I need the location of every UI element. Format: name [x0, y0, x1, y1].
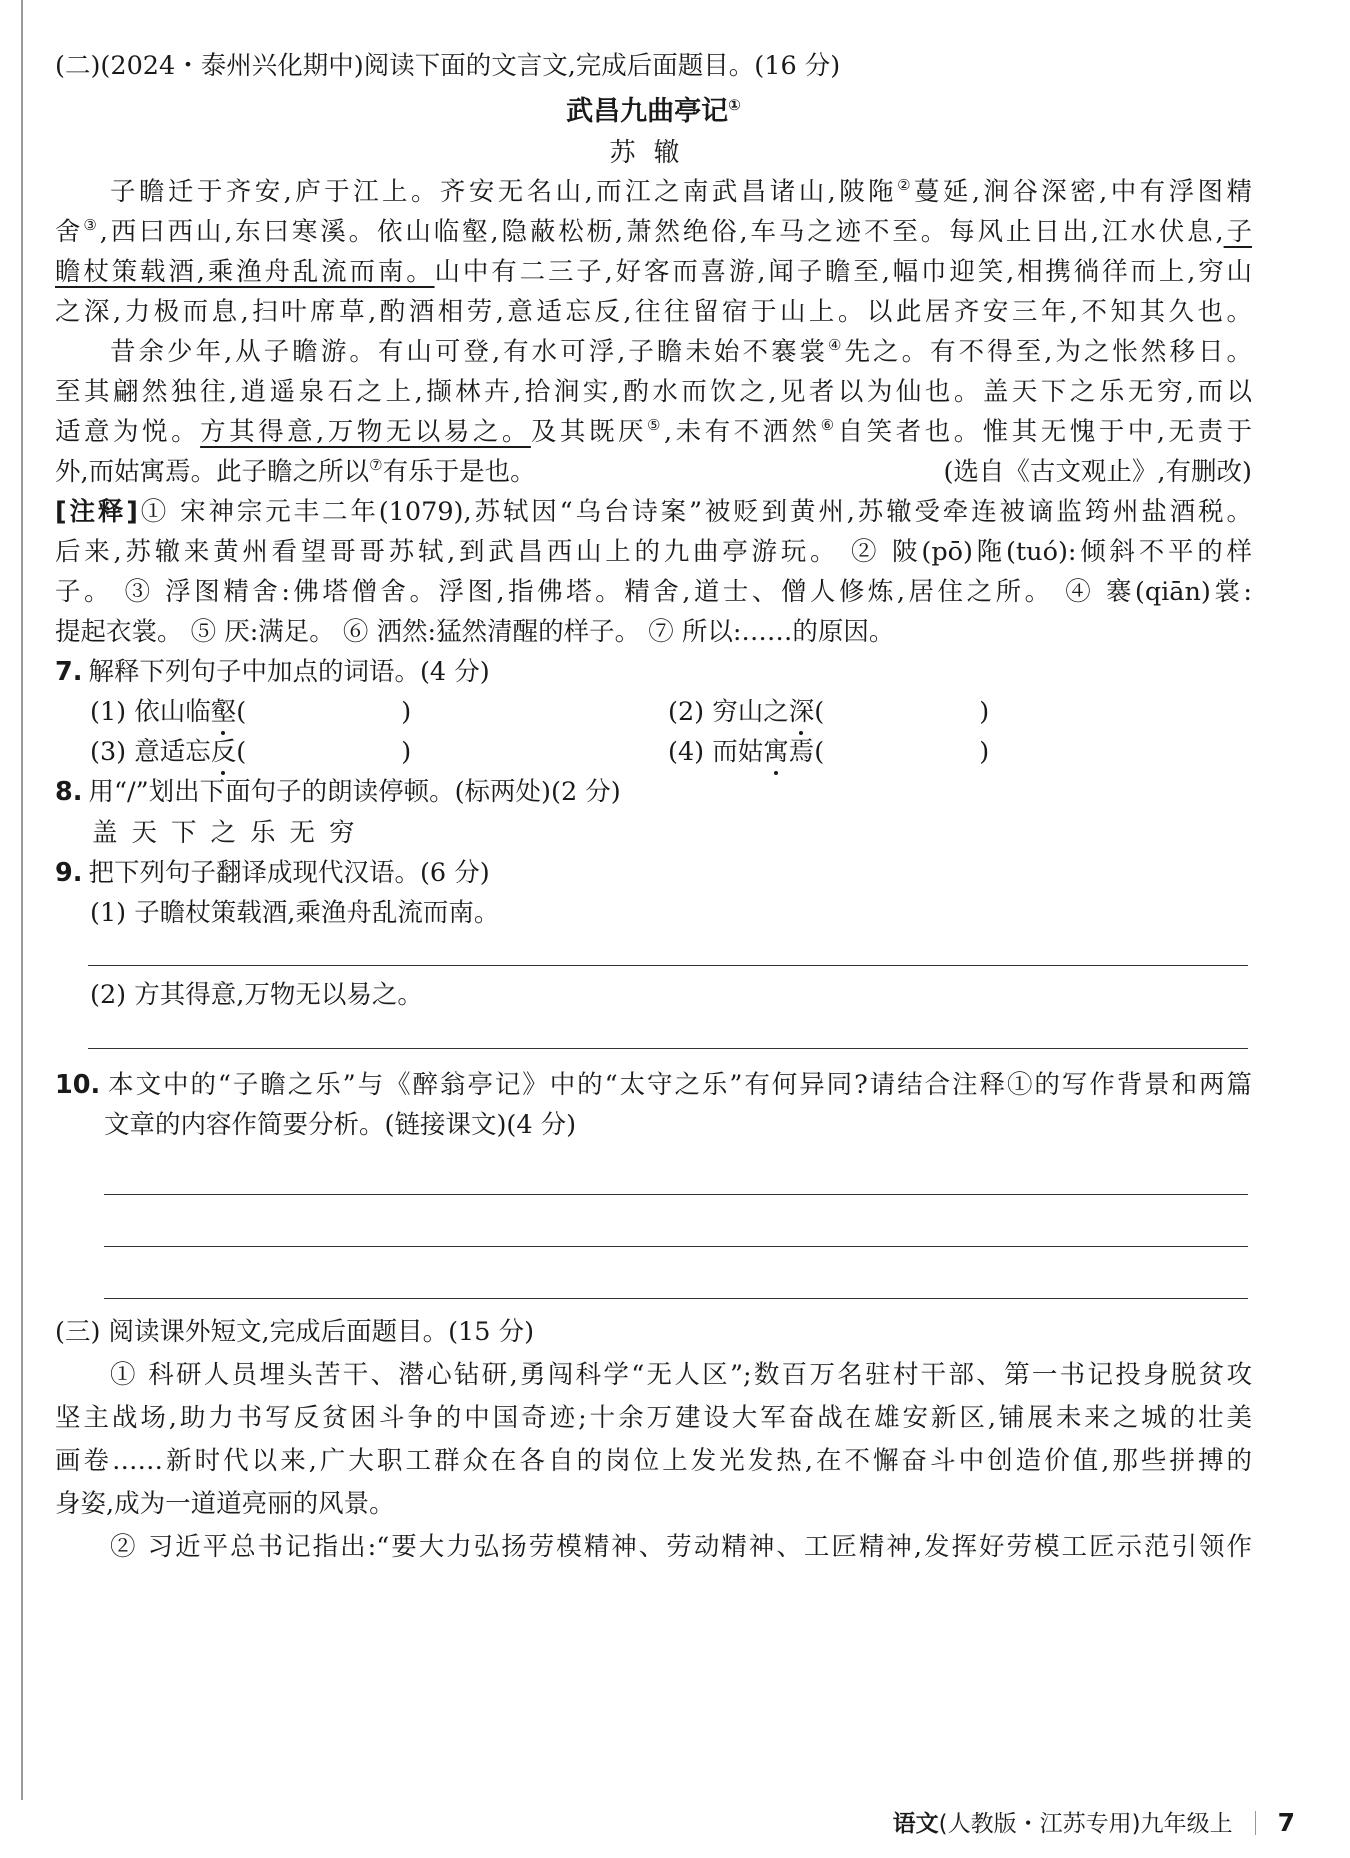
text-span: ,未有不洒然 [663, 417, 821, 447]
dotted-word: 寓 [763, 732, 789, 772]
text-span: ,西曰西山,东曰寒溪。依山临壑,隐蔽松枥,萧然绝俗,车马之迹不至。每风止日出,江水伏息, [99, 217, 1224, 247]
section2-heading: (二)(2024・泰州兴化期中)阅读下面的文言文,完成后面题目。(16 分) [55, 51, 841, 81]
passage-line: 之深,力极而息,扫叶席草,酌酒相劳,意适忘反,往往留宿于山上。以此居齐安三年,不知其久也。 [55, 297, 1252, 327]
text-span: (2) 穷山之 [668, 697, 789, 727]
question-number: 10. [55, 1070, 101, 1100]
q7-item [668, 732, 989, 772]
page-footer [893, 1808, 1295, 1839]
text-span: ) [401, 737, 412, 767]
question-text: 把下列句子翻译成现代汉语。(6 分) [88, 858, 490, 888]
text-span: 及其既厌 [530, 417, 647, 447]
source-citation: (选自《古文观止》,有删改) [943, 457, 1252, 487]
q7-item [90, 732, 411, 772]
note-mark: ⑤ [646, 416, 664, 434]
note-mark: ② [897, 176, 914, 194]
notes-line [55, 492, 1252, 532]
passage-line [55, 252, 1252, 292]
dotted-word: 深 [789, 692, 815, 732]
passage-line [55, 212, 1252, 252]
answer-line[interactable] [88, 1048, 1248, 1049]
text-span: 子瞻迁于齐安,庐于江上。齐安无名山,而江之南武昌诸山,陂陁 [110, 177, 898, 207]
text-span: 外,而姑寓焉。此子瞻之所以 [55, 457, 370, 487]
question-number: 9. [55, 858, 83, 888]
text-span: 昔余少年,从子瞻游。有山可登,有水可浮,子瞻未始不褰裳 [110, 337, 829, 367]
article-line: 坚主战场,助力书写反贫困斗争的中国奇迹;十余万建设大军奋战在雄安新区,铺展未来之城的壮美 [55, 1403, 1252, 1433]
passage-line [55, 172, 1252, 212]
title-note-mark: ① [728, 96, 741, 114]
question-text: 解释下列句子中加点的词语。(4 分) [88, 657, 490, 687]
text-span: ① 宋神宗元丰二年(1079),苏轼因“乌台诗案”被贬到黄州,苏辙受牵连被谪监筠州盐酒税。 [137, 497, 1252, 527]
text-span: ) [979, 697, 990, 727]
passage-line [55, 452, 1252, 492]
note-mark: ③ [83, 216, 100, 234]
text-span: ) [401, 697, 412, 727]
note-mark: ④ [828, 336, 845, 354]
footer-divider [1255, 1811, 1256, 1835]
notes-tag: [注释] [55, 497, 138, 527]
text-span: 山中有二三子,好客而喜游,闻子瞻至,幅巾迎笑,相携徜徉而上,穷山 [434, 257, 1253, 287]
text-span: ( [814, 697, 825, 727]
article-line: 身姿,成为一道道亮丽的风景。 [55, 1489, 395, 1519]
text-span: 自笑者也。惟其无愧于中,无责于 [837, 417, 1252, 447]
pause-sentence[interactable]: 盖天下之乐无穷 [92, 818, 369, 848]
text-span: 焉( [788, 737, 825, 767]
notes-line: 提起衣裳。 ⑤ 厌:满足。 ⑥ 洒然:猛然清醒的样子。 ⑦ 所以:……的原因。 [55, 617, 895, 647]
note-mark: ⑥ [820, 416, 838, 434]
q9-sentence-2: (2) 方其得意,万物无以易之。 [90, 980, 423, 1010]
text-span: 先之。有不得至,为之怅然移日。 [844, 337, 1253, 367]
answer-line[interactable] [88, 965, 1248, 966]
underlined-text: 瞻杖策载酒,乘渔舟乱流而南。 [55, 257, 435, 287]
passage-title-text: 武昌九曲亭记 [566, 96, 729, 127]
question-10-cont: 文章的内容作简要分析。(链接课文)(4 分) [104, 1110, 577, 1140]
question-text: 用“/”划出下面句子的朗读停顿。(标两处)(2 分) [88, 777, 621, 807]
footer-subject: 语文 [892, 1811, 939, 1837]
passage-title [55, 92, 1252, 132]
text-span: 有乐于是也。 [382, 457, 536, 487]
footer-edition: (人教版・江苏专用)九年级上 [938, 1811, 1233, 1837]
q9-sentence-1: (1) 子瞻杖策载酒,乘渔舟乱流而南。 [90, 898, 500, 928]
answer-line[interactable] [104, 1298, 1248, 1299]
text-span: (1) 依山临 [90, 697, 211, 727]
notes-line: 子。 ③ 浮图精舍:佛塔僧舍。浮图,指佛塔。精舍,道士、僧人修炼,居住之所。 ④ 褰(qiān)裳: [55, 577, 1252, 607]
passage-line [55, 412, 1252, 452]
question-text: 本文中的“子瞻之乐”与《醉翁亭记》中的“太守之乐”有何异同?请结合注释①的写作背景和两篇 [106, 1070, 1252, 1100]
note-mark: ⑦ [369, 456, 383, 474]
text-span: (4) 而姑 [668, 737, 764, 767]
article-line: 画卷……新时代以来,广大职工群众在各自的岗位上发光发热,在不懈奋斗中创造价值,那些拼搏的 [55, 1446, 1252, 1476]
underlined-text: 子 [1223, 217, 1252, 247]
underlined-text: 方其得意,万物无以易之。 [200, 417, 531, 447]
article-line: ① 科研人员埋头苦干、潜心钻研,勇闯科学“无人区”;数百万名驻村干部、第一书记投身脱贫攻 [110, 1360, 1252, 1390]
question-number: 8. [55, 777, 83, 807]
text-span: ) [979, 737, 990, 767]
passage-line: 至其翩然独往,逍遥泉石之上,撷林卉,拾涧实,酌水而饮之,见者以为仙也。盖天下之乐无穷,而以 [55, 377, 1252, 407]
text-span: ( [236, 697, 247, 727]
text-span: ( [236, 737, 247, 767]
answer-line[interactable] [104, 1246, 1248, 1247]
question-number: 7. [55, 657, 83, 687]
question-8 [55, 772, 1252, 812]
binding-margin-line [21, 0, 23, 1800]
q7-item [90, 692, 411, 732]
text-span: 适意为悦。 [55, 417, 201, 447]
q7-item [668, 692, 989, 732]
question-10 [55, 1065, 1252, 1105]
text-span: 蔓延,涧谷深密,中有浮图精 [913, 177, 1252, 207]
section3-heading: (三) 阅读课外短文,完成后面题目。(15 分) [55, 1317, 535, 1347]
text-span: 舍 [55, 217, 84, 247]
page-number: 7 [1277, 1808, 1295, 1837]
passage-author: 苏辙 [609, 138, 698, 168]
dotted-word: 壑 [211, 692, 237, 732]
article-line: ② 习近平总书记指出:“要大力弘扬劳模精神、劳动精神、工匠精神,发挥好劳模工匠示范引领作 [110, 1532, 1252, 1562]
notes-line: 后来,苏辙来黄州看望哥哥苏轼,到武昌西山上的九曲亭游玩。 ② 陂(pō)陁(tuó):倾斜不平的样 [55, 537, 1252, 567]
question-9 [55, 853, 1252, 893]
question-7 [55, 652, 1252, 692]
text-span: (3) 意适忘 [90, 737, 211, 767]
answer-line[interactable] [104, 1194, 1248, 1195]
passage-line [55, 332, 1252, 372]
dotted-word: 反 [211, 732, 237, 772]
